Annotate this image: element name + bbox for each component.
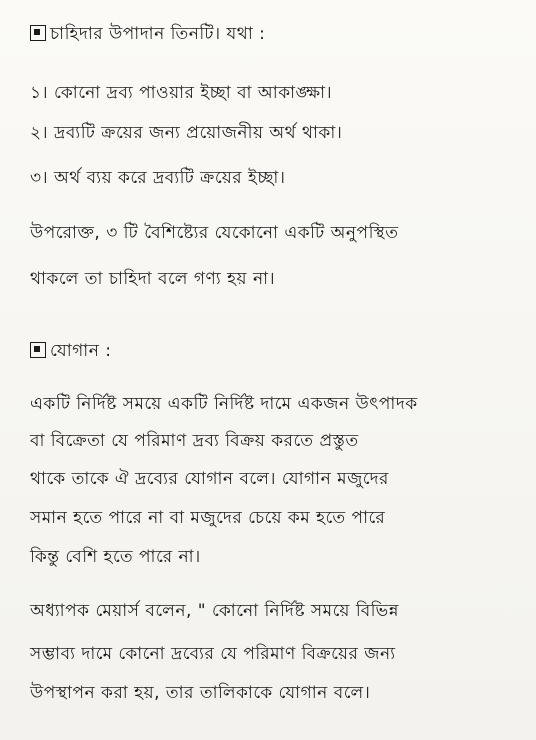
supply-line-2: বা বিক্রেতা যে পরিমাণ দ্রব্য বিক্রয় করতে প্রস্তুত xyxy=(30,431,359,451)
definition-line-2: সম্ভাব্য দামে কোনো দ্রব্যের যে পরিমাণ বিক্রয়ের জন্য xyxy=(30,644,396,664)
definition-line-1: অধ্যাপক মেয়ার্স বলেন, " কোনো নির্দিষ্ট সময়ে বিভিন্ন xyxy=(30,601,399,621)
square-bullet-icon xyxy=(30,25,46,41)
supply-line-3: থাকে তাকে ঐ দ্রব্যের যোগান বলে। যোগান মজুদের xyxy=(30,469,389,489)
demand-note-line-1: উপরোক্ত, ৩ টি বৈশিষ্ট্যের যেকোনো একটি অনুপস্থিত xyxy=(30,223,399,243)
demand-item-1: ১। কোনো দ্রব্য পাওয়ার ইচ্ছা বা আকাঙ্ক্ষা। xyxy=(30,83,333,103)
square-bullet-icon xyxy=(30,342,46,358)
supply-line-4: সমান হতে পারে না বা মজুদের চেয়ে কম হতে পারে xyxy=(30,508,386,528)
definition-line-3: উপস্থাপন করা হয়, তার তালিকাকে যোগান বলে। xyxy=(30,683,371,703)
demand-heading-text: চাহিদার উপাদান তিনটি। যথা : xyxy=(50,24,266,44)
supply-heading-text: যোগান : xyxy=(50,341,112,361)
supply-line-1: একটি নির্দিষ্ট সময়ে একটি নির্দিষ্ট দামে একজন উৎপাদক xyxy=(30,394,418,414)
supply-heading xyxy=(30,340,111,362)
supply-line-5: কিন্তু বেশি হতে পারে না। xyxy=(30,547,201,567)
demand-heading xyxy=(30,23,265,45)
demand-item-2: ২। দ্রব্যটি ক্রয়ের জন্য প্রয়োজনীয় অর্থ থাকা। xyxy=(30,123,343,143)
demand-note-line-2: থাকলে তা চাহিদা বলে গণ্য হয় না। xyxy=(30,269,276,289)
demand-item-3: ৩। অর্থ ব্যয় করে দ্রব্যটি ক্রয়ের ইচ্ছা। xyxy=(30,168,286,188)
